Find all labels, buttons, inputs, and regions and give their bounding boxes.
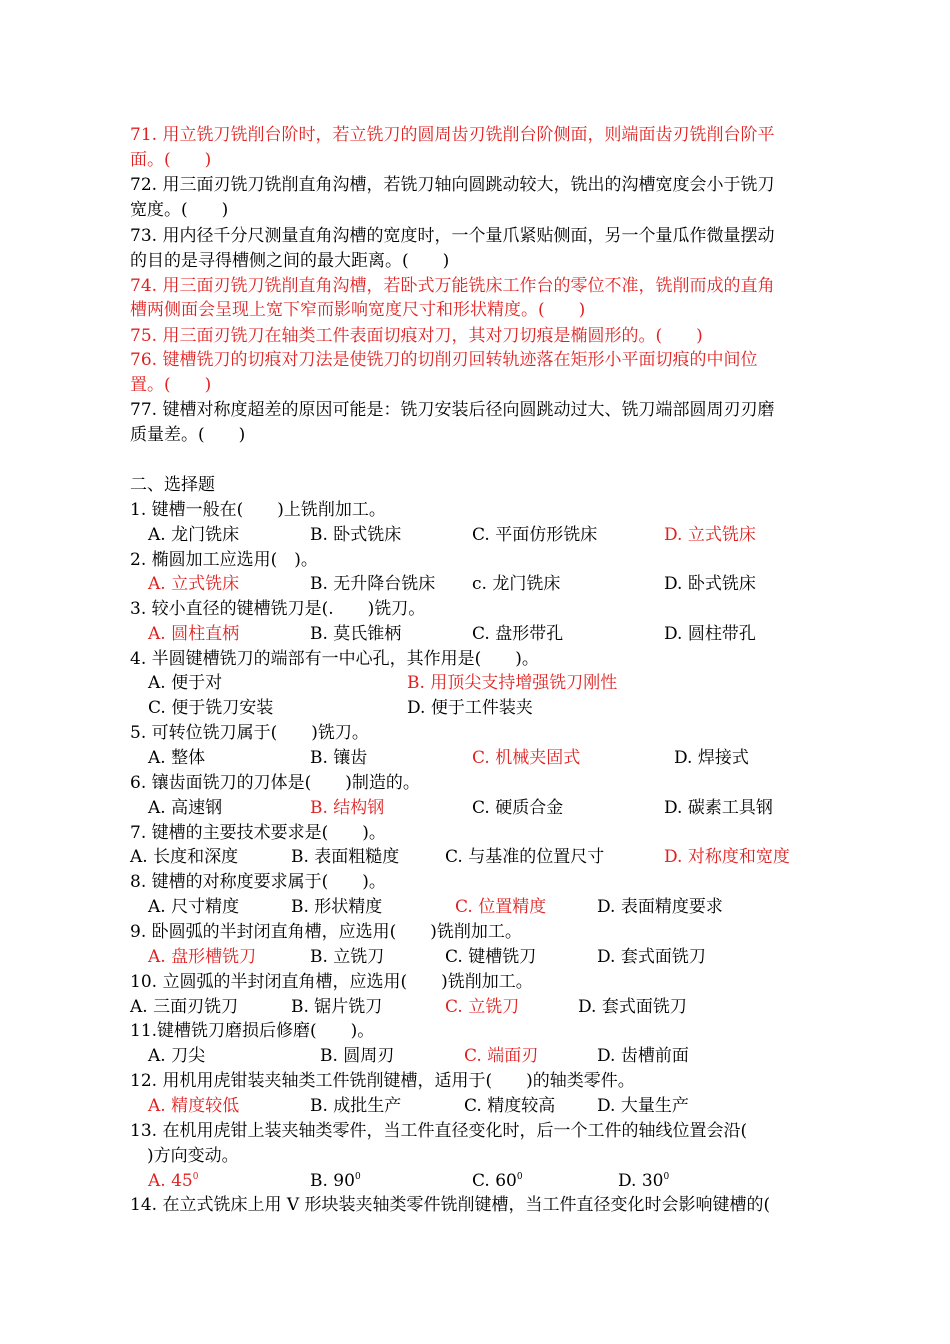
- judgement-item-72-line: 宽度。( ): [130, 200, 229, 220]
- question-9-stem: 9. 卧圆弧的半封闭直角槽，应选用( )铣削加工。: [130, 922, 522, 942]
- question-7-stem: 7. 键槽的主要技术要求是( )。: [130, 823, 386, 843]
- judgement-item-77-line: 77. 键槽对称度超差的原因可能是：铣刀安装后径向圆跳动过大、铣刀端部圆周刃刃磨: [130, 400, 775, 420]
- option-text: B. 成批生产: [310, 1096, 402, 1116]
- judgement-item-76-line: 置。( ): [130, 375, 212, 395]
- question-13-option-a: [148, 1169, 198, 1193]
- option-text: A. 便于对: [148, 673, 223, 693]
- question-6-option-a: [148, 796, 222, 820]
- question-13-option-b: [310, 1169, 361, 1193]
- option-text: B. 莫氏锥柄: [310, 624, 402, 644]
- option-text: B. 形状精度: [291, 897, 383, 917]
- question-11-option-a: [148, 1044, 205, 1068]
- option-text: C. 端面刃: [464, 1046, 539, 1066]
- question-5-stem: 5. 可转位铣刀属于( )铣刀。: [130, 723, 369, 743]
- option-text: A. 整体: [148, 748, 206, 768]
- question-8-option-d: [597, 895, 723, 919]
- question-2-option-b: [310, 572, 435, 596]
- judgement-item-75-line: 75. 用三面刃铣刀在轴类工件表面切痕对刀，其对刀切痕是椭圆形的。( ): [130, 326, 703, 346]
- option-text: C. 硬质合金: [472, 798, 564, 818]
- question-3-option-b: [310, 622, 401, 646]
- question-14-stem: 14. 在立式铣床上用 V 形块装夹轴类零件铣削键槽，当工件直径变化时会影响键槽的(: [130, 1195, 771, 1215]
- option-text: c. 龙门铣床: [472, 574, 561, 594]
- question-10-option-c: [445, 995, 519, 1019]
- option-text: D. 卧式铣床: [664, 574, 756, 594]
- judgement-item-74-line: 槽两侧面会呈现上宽下窄而影响宽度尺寸和形状精度。( ): [130, 300, 586, 320]
- question-3-stem: 3. 较小直径的键槽铣刀是(. )铣刀。: [130, 599, 426, 619]
- question-3-option-d: [664, 622, 756, 646]
- question-13-option-d: [618, 1169, 669, 1193]
- question-7-option-d: [664, 845, 790, 869]
- question-11-option-d: [597, 1044, 689, 1068]
- question-8-option-c: [455, 895, 546, 919]
- option-text: D. 套式面铣刀: [597, 947, 706, 967]
- question-12-option-d: [597, 1094, 689, 1118]
- option-text: B. 结构钢: [310, 798, 385, 818]
- option-text: A. 精度较低: [148, 1096, 240, 1116]
- option-text: B. 无升降台铣床: [310, 574, 436, 594]
- question-1-option-d: [664, 523, 756, 547]
- question-13-option-c: [472, 1169, 523, 1193]
- option-text: A. 立式铣床: [148, 574, 240, 594]
- question-8-stem: 8. 键槽的对称度要求属于( )。: [130, 872, 386, 892]
- question-9-option-a: [148, 945, 256, 969]
- option-text: D. 30: [618, 1171, 664, 1191]
- question-2-option-a: [148, 572, 239, 596]
- question-12-option-b: [310, 1094, 401, 1118]
- question-11-option-c: [464, 1044, 538, 1068]
- judgement-item-76-line: 76. 键槽铣刀的切痕对刀法是使铣刀的切削刃回转轨迹落在矩形小平面切痕的中间位: [130, 350, 758, 370]
- option-text: A. 高速钢: [148, 798, 223, 818]
- question-10-option-b: [291, 995, 382, 1019]
- option-text: D. 大量生产: [597, 1096, 689, 1116]
- question-7-option-c: [445, 845, 604, 869]
- question-1-stem: 1. 键槽一般在( )上铣削加工。: [130, 500, 386, 520]
- question-4-stem: 4. 半圆键槽铣刀的端部有一中心孔，其作用是( )。: [130, 649, 539, 669]
- option-text: D. 立式铣床: [664, 525, 756, 545]
- question-1-option-b: [310, 523, 401, 547]
- question-13-stem: )方向变动。: [130, 1146, 239, 1166]
- question-5-option-c: [472, 746, 580, 770]
- question-2-stem: 2. 椭圆加工应选用( )。: [130, 550, 318, 570]
- question-5-option-a: [148, 746, 205, 770]
- option-text: B. 圆周刃: [320, 1046, 395, 1066]
- question-12-option-c: [464, 1094, 555, 1118]
- question-4-option-c: [148, 696, 273, 720]
- question-11-stem: 11.键槽铣刀磨损后修磨( )。: [130, 1021, 375, 1041]
- option-text: A. 龙门铣床: [148, 525, 240, 545]
- question-12-option-a: [148, 1094, 239, 1118]
- question-8-option-b: [291, 895, 382, 919]
- option-text: D. 便于工件装夹: [407, 698, 533, 718]
- question-13-stem: 13. 在机用虎钳上装夹轴类零件，当工件直径变化时，后一个工件的轴线位置会沿(: [130, 1121, 748, 1141]
- degree-superscript: 0: [663, 1172, 670, 1182]
- option-text: A. 长度和深度: [130, 847, 239, 867]
- option-text: D. 圆柱带孔: [664, 624, 756, 644]
- option-text: B. 用顶尖支持增强铣刀刚性: [407, 673, 618, 693]
- option-text: B. 镶齿: [310, 748, 368, 768]
- option-text: B. 表面粗糙度: [291, 847, 400, 867]
- degree-superscript: 0: [192, 1172, 199, 1182]
- degree-superscript: 0: [354, 1172, 361, 1182]
- question-7-option-a: [130, 845, 238, 869]
- question-6-option-d: [664, 796, 773, 820]
- judgement-item-74-line: 74. 用三面刃铣刀铣削直角沟槽，若卧式万能铣床工作台的零位不准，铣削而成的直角: [130, 276, 775, 296]
- option-text: C. 位置精度: [455, 897, 547, 917]
- option-text: D. 齿槽前面: [597, 1046, 689, 1066]
- question-12-stem: 12. 用机用虎钳装夹轴类工件铣削键槽，适用于( )的轴类零件。: [130, 1071, 635, 1091]
- option-text: C. 立铣刀: [445, 997, 520, 1017]
- question-3-option-a: [148, 622, 239, 646]
- option-text: D. 焊接式: [674, 748, 749, 768]
- section-title: 二、选择题: [130, 475, 215, 495]
- question-2-option-c: [472, 572, 560, 596]
- option-text: C. 键槽铣刀: [445, 947, 537, 967]
- option-text: B. 90: [310, 1171, 355, 1191]
- judgement-item-71-line: 面。( ): [130, 150, 212, 170]
- option-text: C. 平面仿形铣床: [472, 525, 598, 545]
- option-text: A. 圆柱直柄: [148, 624, 240, 644]
- judgement-item-77-line: 质量差。( ): [130, 425, 246, 445]
- option-text: A. 盘形槽铣刀: [148, 947, 257, 967]
- judgement-item-72-line: 72. 用三面刃铣刀铣削直角沟槽，若铣刀轴向圆跳动较大，铣出的沟槽宽度会小于铣刀: [130, 175, 775, 195]
- question-10-option-a: [130, 995, 238, 1019]
- option-text: A. 45: [148, 1171, 193, 1191]
- question-4-option-d: [407, 696, 533, 720]
- option-text: D. 对称度和宽度: [664, 847, 790, 867]
- judgement-item-73-line: 73. 用内径千分尺测量直角沟槽的宽度时，一个量爪紧贴侧面，另一个量瓜作微量摆动: [130, 226, 775, 246]
- option-text: C. 便于铣刀安装: [148, 698, 274, 718]
- question-2-option-d: [664, 572, 756, 596]
- option-text: C. 机械夹固式: [472, 748, 581, 768]
- question-3-option-c: [472, 622, 563, 646]
- option-text: D. 表面精度要求: [597, 897, 723, 917]
- option-text: D. 碳素工具钢: [664, 798, 773, 818]
- question-9-option-c: [445, 945, 536, 969]
- question-10-option-d: [578, 995, 687, 1019]
- degree-superscript: 0: [516, 1172, 523, 1182]
- option-text: C. 60: [472, 1171, 517, 1191]
- question-8-option-a: [148, 895, 239, 919]
- question-9-option-b: [310, 945, 384, 969]
- option-text: A. 三面刃铣刀: [130, 997, 239, 1017]
- question-10-stem: 10. 立圆弧的半封闭直角槽，应选用( )铣削加工。: [130, 972, 533, 992]
- question-7-option-b: [291, 845, 399, 869]
- question-6-option-c: [472, 796, 563, 820]
- question-5-option-b: [310, 746, 367, 770]
- option-text: B. 立铣刀: [310, 947, 385, 967]
- question-6-stem: 6. 镶齿面铣刀的刀体是( )制造的。: [130, 773, 420, 793]
- question-6-option-b: [310, 796, 384, 820]
- judgement-item-73-line: 的目的是寻得槽侧之间的最大距离。( ): [130, 251, 450, 271]
- question-1-option-c: [472, 523, 597, 547]
- question-4-option-b: [407, 671, 617, 695]
- option-text: B. 卧式铣床: [310, 525, 402, 545]
- option-text: A. 尺寸精度: [148, 897, 240, 917]
- option-text: C. 盘形带孔: [472, 624, 564, 644]
- question-5-option-d: [674, 746, 749, 770]
- question-9-option-d: [597, 945, 706, 969]
- question-11-option-b: [320, 1044, 394, 1068]
- option-text: A. 刀尖: [148, 1046, 206, 1066]
- question-1-option-a: [148, 523, 239, 547]
- option-text: B. 锯片铣刀: [291, 997, 383, 1017]
- option-text: C. 与基准的位置尺寸: [445, 847, 605, 867]
- option-text: C. 精度较高: [464, 1096, 556, 1116]
- judgement-item-71-line: 71. 用立铣刀铣削台阶时，若立铣刀的圆周齿刃铣削台阶侧面，则端面齿刃铣削台阶平: [130, 125, 775, 145]
- question-4-option-a: [148, 671, 222, 695]
- option-text: D. 套式面铣刀: [578, 997, 687, 1017]
